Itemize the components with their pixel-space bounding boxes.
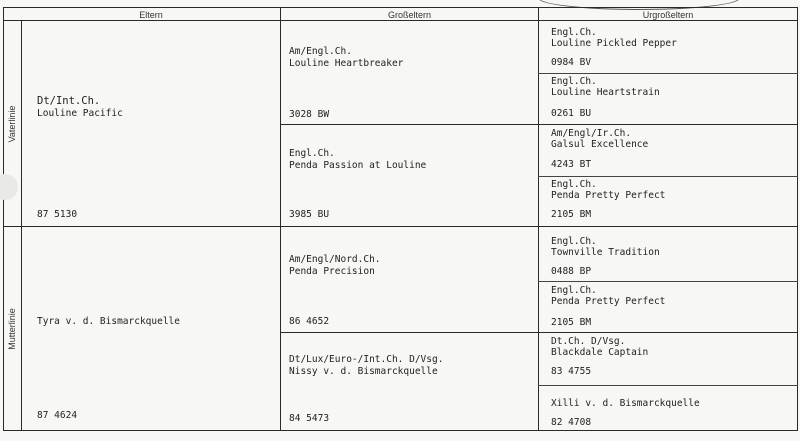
dam-line-label: Mutterlinie — [7, 307, 17, 350]
ggp3-reg: 4243 BT — [551, 159, 592, 170]
gp1-name: Louline Heartbreaker — [289, 58, 404, 69]
dam-name: Tyra v. d. Bismarckquelle — [37, 316, 180, 327]
ggp-divider-3 — [538, 281, 798, 282]
ggp7-title: Dt.Ch. D/Vsg. — [551, 336, 626, 347]
dam-reg: 87 4624 — [37, 410, 78, 421]
grandparent-divider-dam — [280, 332, 798, 333]
ggp7-reg: 83 4755 — [551, 366, 592, 377]
ggp-divider-1 — [538, 73, 798, 74]
gp2-name: Penda Passion at Louline — [289, 160, 427, 171]
sire-reg: 87 5130 — [37, 209, 78, 220]
header-parents: Eltern — [139, 10, 163, 20]
ggp6-title: Engl.Ch. — [551, 285, 597, 296]
side-label-dam-line — [5, 227, 19, 430]
ggp6-reg: 2105 BM — [551, 317, 592, 328]
gp3-title: Am/Engl/Nord.Ch. — [289, 254, 381, 265]
ggp4-title: Engl.Ch. — [551, 179, 597, 190]
gp3-reg: 86 4652 — [289, 316, 330, 327]
border-left — [3, 7, 4, 431]
sire-line-label: Vaterlinie — [7, 105, 17, 142]
grandparents-column-divider — [538, 7, 539, 431]
border-top — [3, 7, 798, 8]
gp2-reg: 3985 BU — [289, 209, 330, 220]
parents-column-divider — [280, 7, 281, 431]
header-grandparents: Großeltern — [387, 10, 431, 20]
gp1-title: Am/Engl.Ch. — [289, 46, 352, 57]
ggp1-title: Engl.Ch. — [551, 27, 597, 38]
ggp5-title: Engl.Ch. — [551, 236, 597, 247]
gp3-name: Penda Precision — [289, 266, 375, 277]
side-column-divider — [21, 20, 22, 430]
sire-dam-divider — [3, 226, 798, 227]
ggp-divider-4 — [538, 385, 798, 386]
gp4-title: Dt/Lux/Euro-/Int.Ch. D/Vsg. — [289, 354, 444, 365]
ggp8-name: Xilli v. d. Bismarckquelle — [551, 398, 700, 409]
sire-name: Louline Pacific — [37, 108, 123, 119]
sire-title: Dt/Int.Ch. — [37, 95, 101, 107]
gp2-title: Engl.Ch. — [289, 148, 335, 159]
gp4-reg: 84 5473 — [289, 413, 330, 424]
ggp2-reg: 0261 BU — [551, 108, 592, 119]
ggp4-name: Penda Pretty Perfect — [551, 190, 666, 201]
ggp3-title: Am/Engl/Ir.Ch. — [551, 128, 632, 139]
border-bottom — [3, 430, 798, 431]
header-great-grandparents: Urgroßeltern — [642, 10, 694, 20]
ggp3-name: Galsul Excellence — [551, 139, 649, 150]
ggp2-name: Louline Heartstrain — [551, 87, 660, 98]
ggp2-title: Engl.Ch. — [551, 76, 597, 87]
ggp5-name: Townville Tradition — [551, 247, 660, 258]
ggp8-reg: 82 4708 — [551, 417, 592, 428]
gp1-reg: 3028 BW — [289, 109, 330, 120]
border-right — [797, 7, 798, 431]
gp4-name: Nissy v. d. Bismarckquelle — [289, 366, 438, 377]
ggp1-name: Louline Pickled Pepper — [551, 38, 677, 49]
ggp7-name: Blackdale Captain — [551, 347, 649, 358]
ggp6-name: Penda Pretty Perfect — [551, 296, 666, 307]
ggp4-reg: 2105 BM — [551, 209, 592, 220]
ggp1-reg: 0984 BV — [551, 57, 592, 68]
grandparent-divider-sire — [280, 124, 798, 125]
ggp-divider-2 — [538, 176, 798, 177]
ggp5-reg: 0488 BP — [551, 266, 592, 277]
